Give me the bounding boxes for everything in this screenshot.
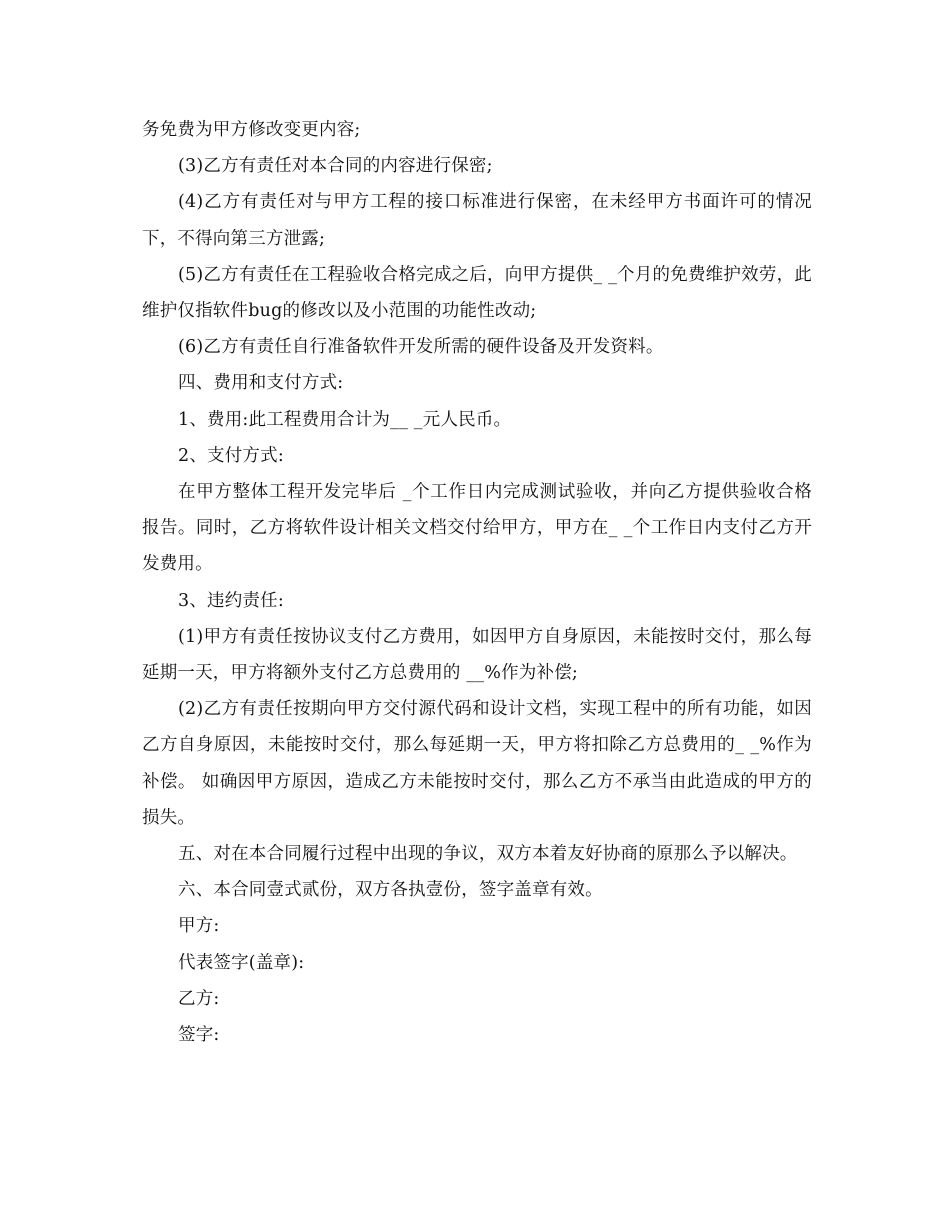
paragraph-clause-3-confidentiality: (3)乙方有责任对本合同的内容进行保密; bbox=[178, 156, 493, 177]
paragraph-breach-party-a: (1)甲方有责任按协议支付乙方费用，如因甲方自身原因，未能按时交付，那么每延期一天，甲方将额外支付乙方总费用的 __%作为补偿; bbox=[142, 626, 812, 684]
document-body bbox=[142, 112, 812, 1053]
section-copies: 六、本合同壹式贰份，双方各执壹份，签字盖章有效。 bbox=[178, 880, 603, 901]
paragraph-breach-party-b: (2)乙方有责任按期向甲方交付源代码和设计文档，实现工程中的所有功能，如因乙方自身原因，未能按时交付，那么每延期一天，甲方将扣除乙方总费用的_ _%作为补偿。 如确因甲方原因，造成乙方未能按时交付，那么乙方不承当由此造成的甲方的损失。 bbox=[142, 699, 812, 828]
paragraph-payment-method-detail: 在甲方整体工程开发完毕后 _个工作日内完成测试验收，并向乙方提供验收合格报告。同时，乙方将软件设计相关文档交付给甲方，甲方在_ _个工作日内支付乙方开发费用。 bbox=[142, 482, 812, 575]
paragraph-clause-4-interface-secrecy: (4)乙方有责任对与甲方工程的接口标准进行保密，在未经甲方书面许可的情况下，不得向第三方泄露; bbox=[142, 192, 812, 249]
paragraph-breach-heading: 3、违约责任: bbox=[178, 590, 284, 611]
signature-party-a-label: 甲方: bbox=[178, 916, 220, 937]
paragraph-clause-5-maintenance: (5)乙方有责任在工程验收合格完成之后，向甲方提供_ _个月的免费维护效劳，此维护仅指软件bug的修改以及小范围的功能性改动; bbox=[142, 264, 812, 322]
paragraph-payment-method-heading: 2、支付方式: bbox=[178, 445, 284, 466]
paragraph-continued-service: 务免费为甲方修改变更内容; bbox=[142, 120, 361, 140]
signature-sign-label: 签字: bbox=[178, 1025, 220, 1046]
section-heading-fees-payment: 四、费用和支付方式: bbox=[178, 373, 344, 394]
paragraph-fee-total: 1、费用:此工程费用合计为__ _元人民币。 bbox=[178, 409, 512, 430]
section-disputes: 五、对在本合同履行过程中出现的争议，双方本着友好协商的原那么予以解决。 bbox=[178, 844, 798, 865]
signature-party-b-label: 乙方: bbox=[178, 988, 220, 1009]
paragraph-clause-6-hardware: (6)乙方有责任自行准备软件开发所需的硬件设备及开发资料。 bbox=[178, 337, 664, 358]
signature-representative-label: 代表签字(盖章): bbox=[178, 952, 305, 973]
